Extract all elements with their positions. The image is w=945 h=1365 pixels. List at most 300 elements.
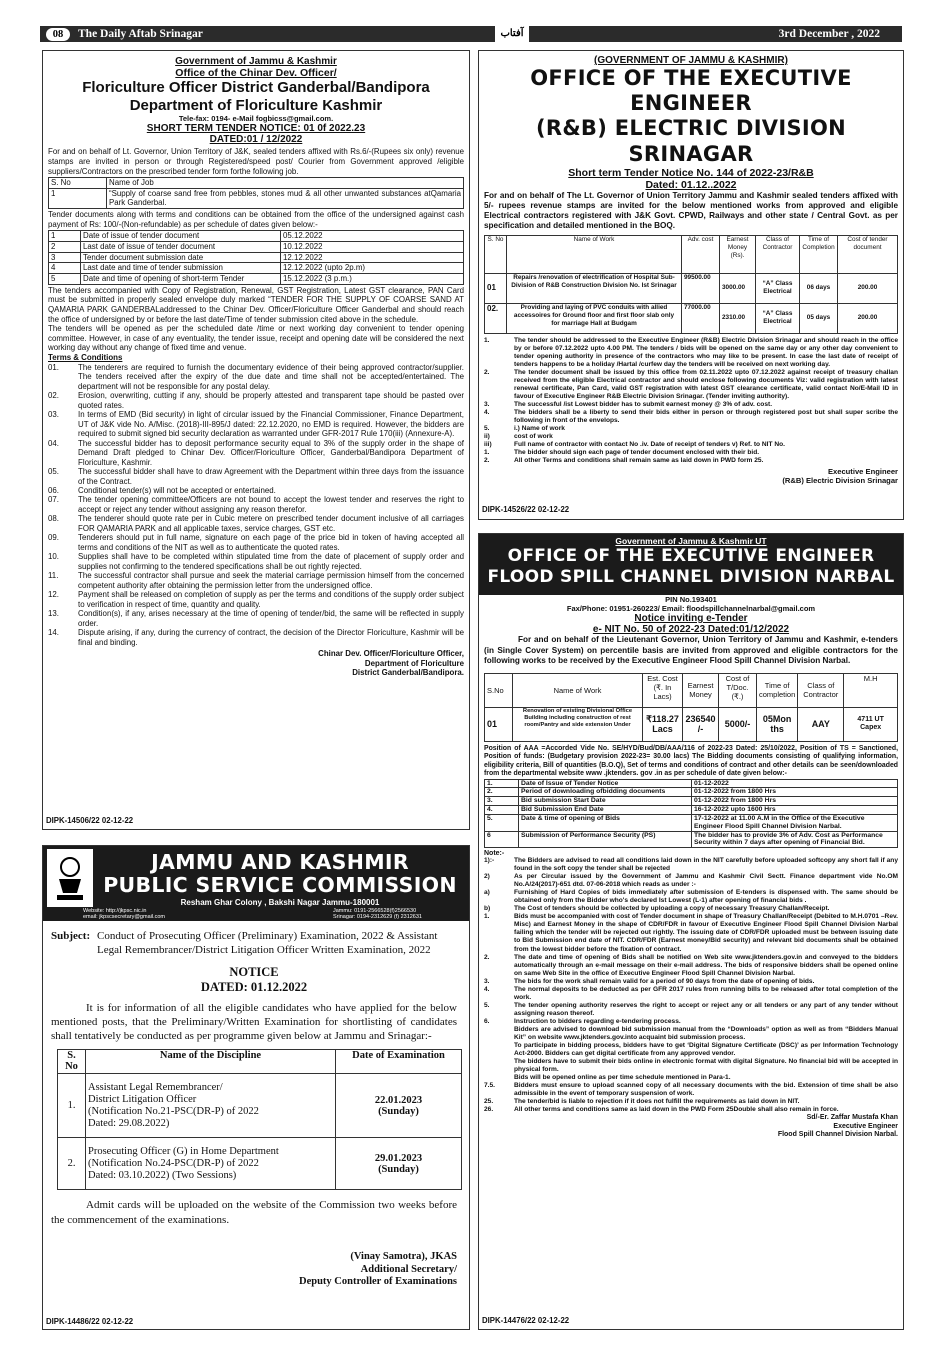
th: S.No xyxy=(485,673,513,707)
item-number: iii) xyxy=(484,441,492,449)
item-number: 4. xyxy=(484,409,490,417)
th: Time of completion xyxy=(757,673,798,707)
emblem-icon xyxy=(47,849,93,907)
item-number: 09. xyxy=(48,533,59,543)
item-text: Payment shall be released on completion of supply as per the terms and conditions of the supply order subject to verification in respect of time, quantity and quality. xyxy=(78,590,464,609)
th: Adv. cost xyxy=(682,235,720,273)
item-number: 08. xyxy=(48,514,59,524)
list-item xyxy=(48,514,464,533)
jkpsc-notice: NOTICE xyxy=(229,964,279,979)
item-text: The bidders shall be a liberty to send their bids either in person or through registered post but shall super scribe the following in front of the envelops. xyxy=(514,409,898,425)
ad4-signature xyxy=(484,1114,898,1139)
item-text: Condition(s), if any, arises necessary at the time of opening of tender/bid, the same will be reflected in supply order. xyxy=(78,609,464,628)
cell: 200.00 xyxy=(838,273,898,303)
table-row xyxy=(485,814,898,831)
cell: Period of downloading ofbidding documents xyxy=(519,788,692,797)
item-text: The normal deposits to be deducted as per GFR 2017 rules from running bills to be released after total completion of the work. xyxy=(514,985,898,1001)
table-row xyxy=(49,273,464,284)
item-text: Instruction to bidders regarding e-tendering process. xyxy=(514,1017,681,1025)
item-text: Bidders are advised to download bid submission manual from the “Downloads” option as well as from “Bidders Manual Kit” on website www.jktenders.gov.into acquaint bid submission process. xyxy=(514,1025,898,1041)
th: Time of Completion xyxy=(800,235,838,273)
ad4-nit: e- NIT No. 50 of 2022-23 Dated:01/12/2022 xyxy=(592,624,790,635)
list-item xyxy=(484,889,898,905)
th: M.H xyxy=(844,673,898,707)
item-number: 11. xyxy=(48,571,59,581)
line: Dated: 29.08.2022) xyxy=(88,1118,170,1130)
ad4-note-heading: Note:- xyxy=(484,850,505,858)
table-row xyxy=(485,779,898,788)
th: Est. Cost (₹. In Lacs) xyxy=(643,673,683,707)
cell: Date & time of opening of Bids xyxy=(519,814,692,831)
cell: 99500.00 xyxy=(682,273,720,303)
line: (Notification No.21-PSC(DR-P) of 2022 xyxy=(88,1105,259,1117)
item-text: As per Circular issued by the Government of Jammu and Kashmir Civil Sectt. Finance department vide No.OM No.A/24(2017)-651 dtd. 07-06-2018 which reads as under :- xyxy=(514,873,898,889)
cell: 200.00 xyxy=(838,303,898,333)
th-sno: S. No xyxy=(58,1050,86,1074)
list-item xyxy=(484,873,898,889)
cell: 10.12.2022 xyxy=(281,242,464,253)
th: Class of Contractor xyxy=(798,673,844,707)
list-item xyxy=(484,1018,898,1026)
ad4-notice: Notice inviting e-Tender xyxy=(634,613,748,624)
jkpsc-title2: PUBLIC SERVICE COMMISSION xyxy=(103,873,457,897)
newspaper-name: The Daily Aftab Srinagar xyxy=(78,28,203,40)
item-number: 05. xyxy=(48,467,59,477)
ad1-signature xyxy=(48,649,464,677)
ad4-banner xyxy=(479,534,903,595)
cell: Last date and time of tender submission xyxy=(81,263,281,274)
line: District Litigation Officer xyxy=(88,1093,197,1105)
cell: 01-12-2022 xyxy=(692,779,898,788)
list-item xyxy=(48,363,464,391)
cell: “A” Class Electrical xyxy=(756,303,800,333)
list-item xyxy=(484,978,898,986)
item-text: In terms of EMD (Bid security) in light of circular issued by the Financial Commissioner, Finance Department, UT of J&K vide No. A/Misc. (2018)-III-895/J dated: 22.12.2020, no EMD is required. However, the bidders are required to submit signed bid security declaration as warranted under GFR-2017 Rule 170(iii) (Annexure-A). xyxy=(78,410,464,439)
cell: ₹118.27 Lacs xyxy=(643,707,683,741)
ad1-dated: DATED:01 / 12/2022 xyxy=(209,134,303,146)
cell: 1 xyxy=(49,231,81,242)
cell: 17-12-2022 at 11.00 A.M in the Office of the Executive Engineer Flood Spill Channel Division Narbal. xyxy=(692,814,898,831)
item-number: 02. xyxy=(48,391,59,401)
cell: 1. xyxy=(485,779,519,788)
cell: 12.12.2022 (upto 2p.m) xyxy=(281,263,464,274)
item-number: 26. xyxy=(484,1106,494,1114)
ad1-docs: Tender documents along with terms and conditions can be obtained from the office of the undersigned against cash payment of Rs: 100/-(Non-refundable) as per schedule of dates given below:- xyxy=(48,210,464,229)
item-number: a) xyxy=(484,889,490,897)
sig-line1: (Vinay Samotra), JKAS xyxy=(350,1251,457,1263)
table-row xyxy=(485,303,898,333)
item-number: 5. xyxy=(484,1001,490,1009)
list-item xyxy=(48,495,464,514)
cell: Bid submission Start Date xyxy=(519,797,692,806)
item-number: 1):- xyxy=(484,857,495,865)
item-text: The bidders have to submit their bids online in electronic format with digital Signature. No financial bid will be accepted in physical form. xyxy=(514,1057,898,1073)
th: Name of Work xyxy=(513,673,643,707)
item-text: Supplies shall have to be completed within stipulated time from the date of placement of supply order and supplies not confirming to the tendered specifications shall be out rightly rejected. xyxy=(78,552,464,571)
list-item xyxy=(484,425,898,433)
item-text: Bids must be accompanied with cost of Tender document in shape of Treasury Challan/Receipt (Debited to M.H.0701 –Rev. Misc) and Earnest Money in the shape of CDR/FDR in favour of Executive Engineer Flood Spill Channel Division Narbal failing which the tender will be rejected out rightly. The issuing date of CDR/FDR uploaded must be between issuing date to Bid Submission end date of NIT. CDR/FDR (Earnest money/Bid security) and relevant bid documents shall be obtained from the lowest bidder before the fixation of contract. xyxy=(514,913,898,953)
list-item xyxy=(484,441,898,449)
item-text: Bidders must ensure to upload scanned copy of all necessary documents with the bid. Extension of time shall be also admissible in the event of temporary suspension of work. xyxy=(514,1082,898,1098)
cell: The bidder has to provide 3% of Adv. Cost as Performance Security within 7 days after opening of Financial Bid. xyxy=(692,831,898,848)
list-item xyxy=(484,954,898,978)
jkpsc-subject xyxy=(51,929,457,958)
cell: AAY xyxy=(798,707,844,741)
item-number: 1. xyxy=(484,449,490,457)
item-number: 14. xyxy=(48,628,59,638)
list-item xyxy=(484,857,898,873)
item-text: All other Terms and conditions shall remain same as laid down in PWD form 25. xyxy=(514,457,764,465)
jkpsc-banner xyxy=(43,846,469,921)
item-text: Erosion, overwriting, cutting if any, should be properly attested and transparent tape should be pasted over quoted rates. xyxy=(78,391,464,410)
ad1-intro: For and on behalf of Lt. Governor, Union Territory of J&K, sealed tenders affixed with Rs.6/-(Rupees six only) revenue stamps are invited in person or through Registered/speed post/ Courier from Government approved /eligible suppliers/Contractors on the prescribed tender form forthe following job. xyxy=(48,147,464,176)
cell: Renovation of existing Divisional Office Building including construction of rest room/Pantry and side extension Under xyxy=(513,707,643,741)
item-number xyxy=(484,1042,514,1058)
list-item xyxy=(484,1074,898,1082)
item-number: 04. xyxy=(48,438,59,448)
th-discipline: Name of the Discipline xyxy=(86,1050,336,1074)
page-number: 08 xyxy=(46,28,70,41)
sig-line1: Sd/-Er. Zaffar Mustafa Khan xyxy=(806,1114,898,1122)
table-row xyxy=(49,263,464,274)
ad1-job-table xyxy=(48,177,464,209)
sig-line3: Deputy Controller of Examinations xyxy=(299,1276,457,1288)
th: Cost of tender document xyxy=(838,235,898,273)
item-number: 03. xyxy=(48,410,59,420)
list-item xyxy=(484,1026,898,1042)
cell: 4711 UT Capex xyxy=(844,707,898,741)
cell: 16-12-2022 upto 1600 Hrs xyxy=(692,806,898,815)
ad1-para2: The tenders accompanied with Copy of Registration, Renewal, GST Registration, Latest GST clearance, PAN Card must be submitted in properly sealed envelope duly marked “TENDER FOR THE SUPPLY OF COARSE SAND AT QAMARIA PARK GANDERBALaddressed to the Chinar Dev. Officer/Floriculture Officer Ganderbal and should reach the office of undersigned by or before the last date/Time of tender submission cited above in the schedule. xyxy=(48,285,464,324)
list-item xyxy=(484,449,898,457)
cell: 5. xyxy=(485,814,519,831)
cell: 2. xyxy=(485,788,519,797)
table-row xyxy=(49,242,464,253)
item-number: 13. xyxy=(48,609,59,619)
ad1-government: Government of Jammu & Kashmir xyxy=(175,56,337,67)
jkpsc-email: email: jkpscsecretary@gmail.com xyxy=(83,914,165,921)
item-text: The tender document shall be issued by this office from 02.11.2022 upto 07.12.2022 against receipt of treasury challan received from the eligible Electrical contractor and should enclose following documents Viz: valid registration with latest renewal certificate, Pan Card, valid GST registration with latest GST clearance certificate, valid contact No/E-Mail ID in favour of Executive Engineer R&B Electric Division Srinagar. (Tender inviting authority). xyxy=(514,368,898,400)
item-text: The bids for the work shall remain valid for a period of 90 days from the date of opening of bids. xyxy=(514,977,815,985)
item-text: Full name of contractor with contact No .iv. Date of receipt of tenders v) Ref. to NIT No. xyxy=(514,441,785,449)
list-item xyxy=(484,986,898,1002)
jkpsc-phones xyxy=(333,908,422,920)
ad4-contact: Fax/Phone: 01951-260223/ Email: floodspillchannelnarbal@gmail.com xyxy=(566,604,816,613)
jkpsc-phone-srinagar: Srinagar: 0194-2312629 (f) 2312631 xyxy=(333,914,422,921)
jkpsc-website: Website: http://jkpsc.nic.in xyxy=(83,908,147,914)
ad4-schedule-table xyxy=(484,779,898,849)
list-item xyxy=(484,409,898,425)
jkpsc-web-email xyxy=(83,908,165,920)
cell: 5000/- xyxy=(719,707,757,741)
cell: 01-12-2022 from 1800 Hrs xyxy=(692,797,898,806)
cell: 01 xyxy=(485,707,513,741)
ad1-dipk: DIPK-14506/22 02-12-22 xyxy=(46,816,134,825)
item-text: The tender opening authority reserves the right to accept or reject any or all tenders or any part of any tender without assigning reason thereof. xyxy=(514,1001,898,1017)
cell xyxy=(336,1074,462,1138)
item-text: The successful bidder shall have to draw Agreement with the Department within three days from the issuance of the Contract. xyxy=(78,467,464,486)
item-number: 4. xyxy=(484,985,490,993)
item-number xyxy=(484,1026,514,1042)
cell: “A” Class Electrical xyxy=(756,273,800,303)
cell xyxy=(86,1138,336,1190)
table-row xyxy=(485,273,898,303)
cell: 77000.00 xyxy=(682,303,720,333)
item-text: Bids will be opened online as per time schedule mentioned in Para-1. xyxy=(514,1074,731,1081)
list-item xyxy=(484,1082,898,1098)
ad4-position: Position of AAA =Accorded Vide No. SE/HYD/Bud/DB/AAA/116 of 2022-23 Dated: 25/10/2022, Position of TS = Sanctioned, Position of funds: (Budgetary provision 2022-23= 30.00 lacs) The Bidding documents consisting of qualifying information, eligibility criteria, Bill of quantities (B.O.Q), Set of terms and conditions of contract and other details can be seen/downloaded from the departmental website www .jktenders. gov .in as per schedule of date given below:- xyxy=(484,744,898,778)
cell: 01 xyxy=(485,273,507,303)
newspaper-logo: آفتاب xyxy=(495,26,529,42)
th: Cost of T/Doc. (₹.) xyxy=(719,673,757,707)
ad4-intro: For and on behalf of the Lieutenant Governor, Union Territory of Jammu and Kashmir, e-tenders (in Single Cover System) on percentile basis are invited from approved and eligible contractors for the following works to be received by the Executive Engineer Flood Spill Channel Division Narbal. xyxy=(484,635,898,666)
ad1-job-sno: 1 xyxy=(49,188,107,208)
jkpsc-title1: JAMMU AND KASHMIR xyxy=(151,850,409,874)
jkpsc-exam-table xyxy=(57,1049,462,1190)
item-number: ii) xyxy=(484,433,490,441)
cell: Repairs /renovation of electrification of Hospital Sub-Division of R&B Construction Division No. Ist Srinagar xyxy=(507,273,682,303)
item-number: 01. xyxy=(48,362,59,372)
item-text: The date and time of opening of Bids shall be notified on Web site www.jktenders.gov.in and conveyed to the bidders automatically through an e-mail message on their e-mail address. The bids of responsive bidders shall be opened online on same Web Site in the office of Executive Engineer Flood Spill Channel Division Narbal. xyxy=(514,953,898,977)
item-text: Conditional tender(s) will not be accepted or entertained. xyxy=(78,486,276,495)
ad4-title2: FLOOD SPILL CHANNEL DIVISION NARBAL xyxy=(487,567,895,588)
list-item xyxy=(484,433,898,441)
item-text: The tender opening committee/Officers are not bound to accept the lowest tender and reserves the right to accept or reject any tender without assigning any reason therefor. xyxy=(78,495,464,514)
list-item xyxy=(48,609,464,628)
item-number: 2) xyxy=(484,873,490,881)
subject-label: Subject: xyxy=(51,930,91,942)
rb-electric-tender-ad xyxy=(478,50,904,520)
exam-day: (Sunday) xyxy=(378,1163,419,1175)
list-item xyxy=(48,439,464,467)
item-text: The bidder should sign each page of tender document enclosed with their bid. xyxy=(514,449,760,457)
item-text: Tenderers should put in full name, signature on each page of the price bid in token of having accepted all terms and conditions of the NIT as well as to authenticate the quoted rates. xyxy=(78,533,464,552)
jkpsc-notice-ad xyxy=(42,845,470,1330)
list-item xyxy=(48,467,464,486)
ad1-terms-list xyxy=(48,363,464,648)
cell: 3 xyxy=(49,252,81,263)
ad1-job-head-sno: S. No xyxy=(49,178,107,189)
item-number: 6. xyxy=(484,1017,490,1025)
sig-line2: (R&B) Electric Division Srinagar xyxy=(782,476,898,486)
jkpsc-address: Resham Ghar Colony , Bakshi Nagar Jammu-180001 xyxy=(180,898,380,907)
list-item xyxy=(48,533,464,552)
item-text: cost of work xyxy=(514,433,553,441)
cell: 12.12.2022 xyxy=(281,252,464,263)
ad1-sig-line3: District Ganderbal/Bandipora. xyxy=(352,668,464,678)
exam-date: 29.01.2023 xyxy=(374,1152,423,1164)
table-row xyxy=(485,788,898,797)
ad1-dates-table xyxy=(48,230,464,284)
list-item xyxy=(48,552,464,571)
cell: 3000.00 xyxy=(720,273,756,303)
ad2-dipk: DIPK-14486/22 02-12-22 xyxy=(46,1317,134,1326)
sig-line1: Executive Engineer xyxy=(827,467,898,477)
cell: Submission of Performance Security (PS) xyxy=(519,831,692,848)
flood-spill-tender-ad xyxy=(478,533,904,1330)
list-item xyxy=(48,571,464,590)
cell: 2 xyxy=(49,242,81,253)
list-item xyxy=(48,486,464,495)
list-item xyxy=(48,391,464,410)
item-text: The Bidders are advised to read all conditions laid down in the NIT carefully before uploaded softcopy any short fall if any found in the soft copy the tender shall be rejected xyxy=(514,857,898,873)
table-row xyxy=(485,806,898,815)
table-row xyxy=(485,831,898,848)
item-number: 2. xyxy=(484,457,490,465)
item-number: 25. xyxy=(484,1098,494,1106)
list-item xyxy=(48,590,464,609)
item-text: All other terms and conditions same as laid down in the PWD Form 25Double shall also remain in force. xyxy=(514,1106,839,1114)
table-header xyxy=(485,673,898,707)
ad3-title1: OFFICE OF THE EXECUTIVE ENGINEER xyxy=(530,66,852,116)
ad3-notes-list xyxy=(484,337,898,466)
ad3-intro: For and on behalf of The Lt. Governor of Union Territory Jammu and Kashmir sealed tenders affixed with 5/- rupees revenue stamps are invited for the below mentioned works from approved and eligible Electrical contractors registered with J&K Govt. CPWD, Railways and other state / Central Govt. as per specification and detailed mentioned in the BOQ. xyxy=(484,190,898,230)
ad4-pin: PIN No.193401 xyxy=(665,595,717,604)
exam-day: (Sunday) xyxy=(378,1105,419,1117)
item-text: Dispute arising, if any, during the currency of contract, the decision of the Director Floriculture, Kashmir will be final and binding. xyxy=(78,628,464,647)
item-text: The successful /ist Lowest bidder has to submit earnest money @ 3% of adv. cost. xyxy=(514,401,773,408)
jkpsc-intro: It is for information of all the eligible candidates who have applied for the below mentioned posts, that the Preliminary/Written Examination for shortlisting of candidates shall tentatively be conducted as per programme given below at Jammu and Srinagar:- xyxy=(51,1001,457,1043)
ad1-office: Office of the Chinar Dev. Officer/ xyxy=(175,67,337,79)
list-item xyxy=(484,1098,898,1106)
table-header xyxy=(485,235,898,273)
cell: 06 days xyxy=(800,273,838,303)
cell: Date and time of opening of short-term Tender xyxy=(81,273,281,284)
item-number: 10. xyxy=(48,552,59,562)
item-number: 07. xyxy=(48,495,59,505)
item-number xyxy=(484,1074,514,1082)
cell: 01-12-2022 from 1800 Hrs xyxy=(692,788,898,797)
list-item xyxy=(48,628,464,647)
item-number: 1. xyxy=(484,336,490,344)
cell: Date of issue of tender document xyxy=(81,231,281,242)
item-text: The successful bidder has to deposit performance security equal to 3% of the supply order in the shape of Demand Draft pledged to Chinar Dev. Officer/Floriculture Officer, Ganderbal/Bandipora Department of Floriculture, Kashmir. xyxy=(78,438,464,467)
list-item xyxy=(484,913,898,953)
ad3-government: (GOVERNMENT OF JAMMU & KASHMIR) xyxy=(594,55,788,66)
table-row xyxy=(485,797,898,806)
ad3-works-table xyxy=(484,235,898,334)
line: Prosecuting Officer (G) in Home Department xyxy=(88,1145,279,1157)
list-item xyxy=(484,369,898,401)
item-text: The successful contractor shall pursue and seek the material carriage permission himself from the concerned competent authority after obtaining the permission letter from the undersigned office. xyxy=(78,571,464,590)
cell: 4. xyxy=(485,806,519,815)
cell: Providing and laying of PVC conduits with allied accessoires for Ground floor and first floor slab only for marriage Hall at Budgam xyxy=(507,303,682,333)
cell: Bid Submission End Date xyxy=(519,806,692,815)
ad1-sig-line2: Department of Floriculture xyxy=(364,658,464,668)
item-text: The tenderer should quote rate per in Cubic metere on prescribed tender document inclusive of all carriages FOR QAMARIA PARK and all applicable taxes, service charges, GST etc. xyxy=(78,514,464,533)
ad1-title1: Floriculture Officer District Ganderbal/Bandipora xyxy=(82,79,430,96)
line: Assistant Legal Remembrancer/ xyxy=(88,1081,223,1093)
line: (Notification No.24-PSC(DR-P) of 2022 xyxy=(88,1157,259,1169)
item-number: 5. xyxy=(484,425,490,433)
jkpsc-admit: Admit cards will be uploaded on the website of the Commission two weeks before the commencement of the examinations. xyxy=(51,1199,457,1226)
item-text: The tender should be addressed to the Executive Engineer (R&B) Electric Division Srinagar and should reach in the office by or before 07.12.2022 upto 4.00 PM. The tenders / bids will be opened on the same day or any other day convenient to tender opening authority in presence of the contractors who may like to be present. In case the last date of receipt of tenders happens to be a holiday /Hartal /curfew day the tenders will be received on next working day. xyxy=(514,336,898,368)
ad3-title2: (R&B) ELECTRIC DIVISION SRINAGAR xyxy=(535,116,847,166)
ad1-job-name: “Supply of coarse sand free from pebbles, stones mud & all other unwanted substances atQamaria Park Ganderbal. xyxy=(107,188,464,208)
cell: 236540 /- xyxy=(683,707,719,741)
item-text: The tender/bid is liable to rejection if it does not fulfill the requirements as laid down in NIT. xyxy=(514,1098,800,1106)
ad3-dipk: DIPK-14526/22 02-12-22 xyxy=(482,505,570,514)
cell: 2. xyxy=(58,1138,86,1190)
item-number: 3. xyxy=(484,977,490,985)
sig-line2: Executive Engineer xyxy=(833,1122,898,1130)
item-number: b) xyxy=(484,905,491,913)
table-row xyxy=(49,252,464,263)
ad4-works-table xyxy=(484,673,898,742)
cell: Tender document submission date xyxy=(81,252,281,263)
table-row xyxy=(49,231,464,242)
item-number: 1. xyxy=(484,913,490,921)
item-number: 12. xyxy=(48,590,59,600)
cell: 02. xyxy=(485,303,507,333)
table-header xyxy=(58,1050,462,1074)
item-text: i.) Name of work xyxy=(514,425,565,433)
cell: Date of Issue of Tender Notice xyxy=(519,779,692,788)
ad3-notice-number: Short term Tender Notice No. 144 of 2022-23/R&B xyxy=(568,166,814,179)
cell: 5 xyxy=(49,273,81,284)
item-number: 06. xyxy=(48,486,59,495)
sig-line3: Flood Spill Channel Division Narbal. xyxy=(777,1130,898,1138)
ad4-government: Government of Jammu & Kashmir UT xyxy=(615,536,767,546)
list-item xyxy=(484,1058,898,1074)
item-text: To participate in bidding process, bidders have to get ‘Digital Signature Certificate (DSC)’ as per Information Technology Act-2000. Bidders can get digital certificate from any approved vendor. xyxy=(514,1041,898,1057)
subject-text: Conduct of Prosecuting Officer (Preliminary) Examination, 2022 & Assistant Legal Remembrancer/District Litigation Officer Written Examination, 2022 xyxy=(97,930,438,957)
list-item xyxy=(48,410,464,438)
ad3-signature xyxy=(484,467,898,485)
list-item xyxy=(484,337,898,369)
cell xyxy=(86,1074,336,1138)
cell: Last date of issue of tender document xyxy=(81,242,281,253)
ad1-title2: Department of Floriculture Kashmir xyxy=(129,97,383,114)
ad1-job-head-name: Name of Job xyxy=(107,178,464,189)
cell: 15.12.2022 (3 p.m.) xyxy=(281,273,464,284)
th: S. No xyxy=(485,235,507,273)
cell xyxy=(336,1138,462,1190)
floriculture-tender-ad xyxy=(42,50,470,830)
item-text: Furnishing of Hard Copies of bids immediately after submission of E-tenders is dispensed with. The same should be obtained only from the Bidder who's declared Ist Lowest (L-1) after opening of financial bids . xyxy=(514,889,898,905)
ad1-terms-heading: Terms & Conditions xyxy=(48,353,123,363)
item-number: 2. xyxy=(484,953,490,961)
item-text: The tenderers are required to furnish the documentary evidence of their being approved contractor/supplier. The tenders received after the expiry of the due date and time shall not be accepted/entertained. The department will not be responsible for any postal delay. xyxy=(78,362,464,391)
jkpsc-dated: DATED: 01.12.2022 xyxy=(200,979,308,994)
cell: 05Mon ths xyxy=(757,707,798,741)
item-number xyxy=(484,1058,514,1074)
list-item xyxy=(484,401,898,409)
th: Class of Contractor xyxy=(756,235,800,273)
th: Earnest Money xyxy=(683,673,719,707)
cell: 6 xyxy=(485,831,519,848)
table-row xyxy=(485,707,898,741)
ad4-title1: OFFICE OF THE EXECUTIVE ENGINEER xyxy=(507,546,875,566)
item-number: 2. xyxy=(484,368,490,376)
cell: 2310.00 xyxy=(720,303,756,333)
list-item xyxy=(484,457,898,465)
list-item xyxy=(484,905,898,913)
list-item xyxy=(484,1002,898,1018)
sig-line2: Additional Secretary/ xyxy=(360,1263,457,1275)
th: Earnest Money (Rs). xyxy=(720,235,756,273)
ad4-notes-list xyxy=(484,857,898,1114)
ad1-contact: Tele-fax: 0194- e-Mail fogbicss@gmail.com. xyxy=(178,114,334,124)
item-text: The Cost of tenders should be collected by uploading a copy of necessary Treasury Challan/Receipt. xyxy=(514,905,830,913)
th-date: Date of Examination xyxy=(336,1050,462,1074)
ad4-dipk: DIPK-14476/22 02-12-22 xyxy=(482,1316,570,1325)
item-number: 3. xyxy=(484,401,490,408)
cell: 05 days xyxy=(800,303,838,333)
cell: 1. xyxy=(58,1074,86,1138)
issue-date: 3rd December , 2022 xyxy=(778,28,880,40)
newspaper-header xyxy=(40,26,902,42)
